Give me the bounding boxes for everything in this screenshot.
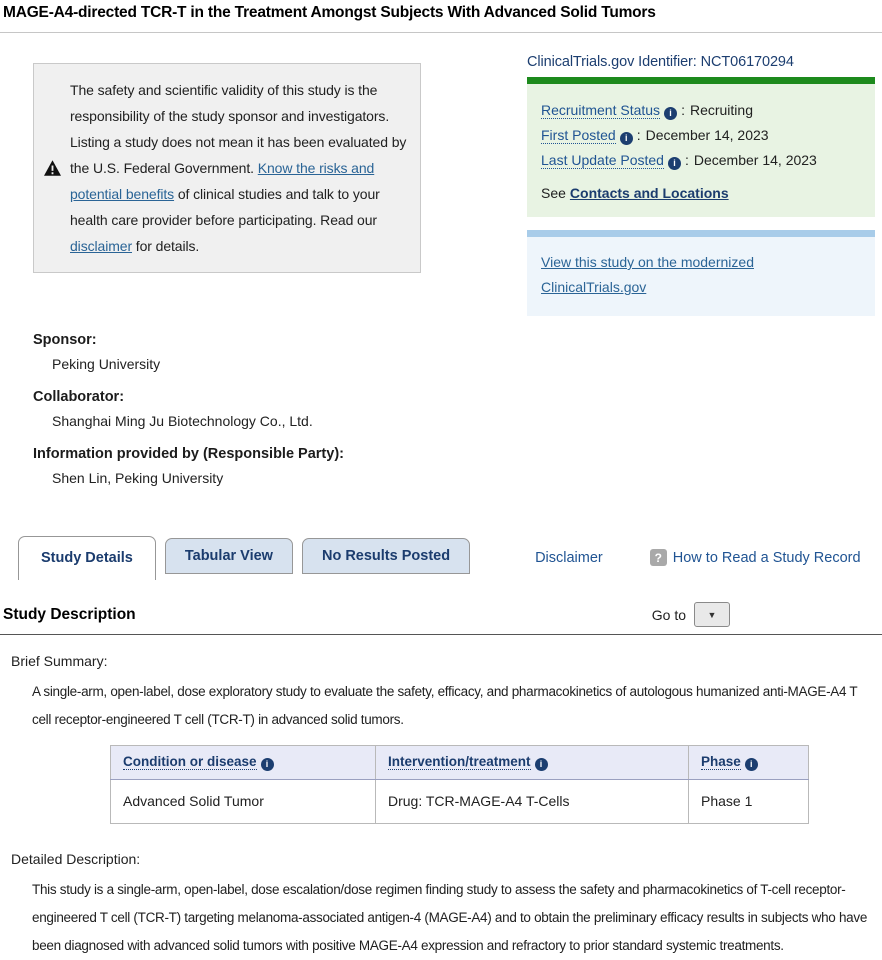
tab-bar [0,536,882,580]
detailed-description-label: Detailed Description: [11,850,141,867]
nct-identifier: ClinicalTrials.gov Identifier: NCT06170294 [527,54,794,70]
goto-group [652,602,730,627]
modernized-link-box [527,230,875,316]
last-update-posted-row [541,148,861,173]
phase-cell: Phase 1 [689,779,809,823]
dropdown-arrow-icon: ▼ [707,609,717,620]
collaborator-group [33,387,882,431]
condition-table [110,745,809,824]
disclaimer-text-part: The safety and scientific validity of this study is the responsibility of the study sponsor and investigators. Listing a study does not mean it has been evaluated by the U.S. Federal Government. [70,82,407,176]
detailed-description-text: This study is a single-arm, open-label, dose escalation/dose regimen finding study to assess the safety and pharmacokinetics of T-cell receptor-engineered T cell (TCR-T) targeting melanoma-associated antigen-4 (MAGE-A4) and to obtain the preliminary efficacy results in subjects who have been diagnosed with advanced solid tumors with positive MAGE-A4 expression and refractory to prior standard systemic treatments. [32,881,868,953]
brief-summary-label: Brief Summary: [11,653,108,669]
how-to-read-link[interactable]: How to Read a Study Record [672,549,861,566]
sponsor-section [33,330,882,488]
brief-summary-text: A single-arm, open-label, dose exploratory study to evaluate the safety, efficacy, and pharmacokinetics of autologous humanized anti-MAGE-A4 T cell receptor-engineered T cell (TCR-T) in advanced solid tumors. [32,684,858,727]
recruitment-status-box [527,77,875,217]
warning-icon [34,160,70,176]
responsible-party-group [33,444,882,488]
risks-benefits-link[interactable]: Know the risks and potential benefits [70,160,375,202]
intervention-header-link[interactable]: Intervention/treatment [388,754,531,769]
separator: : [636,127,641,143]
tab-extra-links [535,549,860,566]
responsible-party-value: Shen Lin, Peking University [52,470,224,486]
disclaimer-tab-link[interactable]: Disclaimer [535,549,603,566]
collaborator-value: Shanghai Ming Ju Biotechnology Co., Ltd. [52,413,313,429]
info-icon[interactable]: i [745,758,758,771]
condition-header-link[interactable]: Condition or disease [123,754,257,769]
sponsor-label: Sponsor: [33,332,97,348]
recruitment-status-link[interactable]: Recruitment Status [541,102,661,118]
recruitment-status-value: Recruiting [689,102,753,118]
see-contacts-row [541,182,861,204]
study-description-header [0,602,882,635]
info-icon[interactable]: i [668,157,681,170]
goto-dropdown[interactable] [694,602,730,627]
first-posted-value: December 14, 2023 [645,127,769,143]
recruitment-status-row [541,98,861,123]
phase-header-link[interactable]: Phase [701,754,741,769]
disclaimer-text-part: of clinical studies and talk to your health care provider before participating. Read our [70,186,380,228]
first-posted-link[interactable]: First Posted [541,127,616,143]
study-status-column [527,54,875,316]
page-title: MAGE-A4-directed TCR-T in the Treatment Amongst Subjects With Advanced Solid Tumors [3,4,656,21]
help-icon[interactable]: ? [650,549,667,566]
disclaimer-text-part: for details. [132,238,200,254]
disclaimer-link[interactable]: disclaimer [70,238,133,254]
see-prefix: See [541,185,566,201]
condition-cell: Advanced Solid Tumor [111,779,376,823]
safety-disclaimer-text [70,77,408,259]
tab-no-results-posted[interactable]: No Results Posted [302,538,470,574]
sponsor-value: Peking University [52,356,161,372]
study-description-heading: Study Description [3,605,136,623]
last-update-posted-value: December 14, 2023 [693,152,817,168]
phase-header-cell [689,746,809,780]
last-update-posted-link[interactable]: Last Update Posted [541,152,664,168]
condition-table-row [111,779,809,823]
top-columns [0,54,882,316]
condition-table-header-row [111,746,809,780]
first-posted-row [541,123,861,148]
sponsor-group [33,330,882,374]
condition-header-cell [111,746,376,780]
goto-label: Go to [651,606,686,623]
modernized-study-link[interactable]: View this study on the modernized ClinicalTrials.gov [541,254,754,295]
contacts-locations-link[interactable]: Contacts and Locations [569,185,729,201]
header-divider [0,32,882,33]
intervention-header-cell [376,746,689,780]
safety-disclaimer-box [33,63,421,273]
intervention-cell: Drug: TCR-MAGE-A4 T-Cells [376,779,689,823]
info-icon[interactable]: i [664,107,677,120]
tab-study-details[interactable]: Study Details [18,536,156,580]
separator: : [681,102,685,118]
info-icon[interactable]: i [620,132,633,145]
info-icon[interactable]: i [261,758,274,771]
info-icon[interactable]: i [535,758,548,771]
responsible-party-label: Information provided by (Responsible Party): [33,446,344,462]
tab-tabular-view[interactable]: Tabular View [165,538,293,574]
collaborator-label: Collaborator: [33,389,125,405]
separator: : [684,152,689,168]
